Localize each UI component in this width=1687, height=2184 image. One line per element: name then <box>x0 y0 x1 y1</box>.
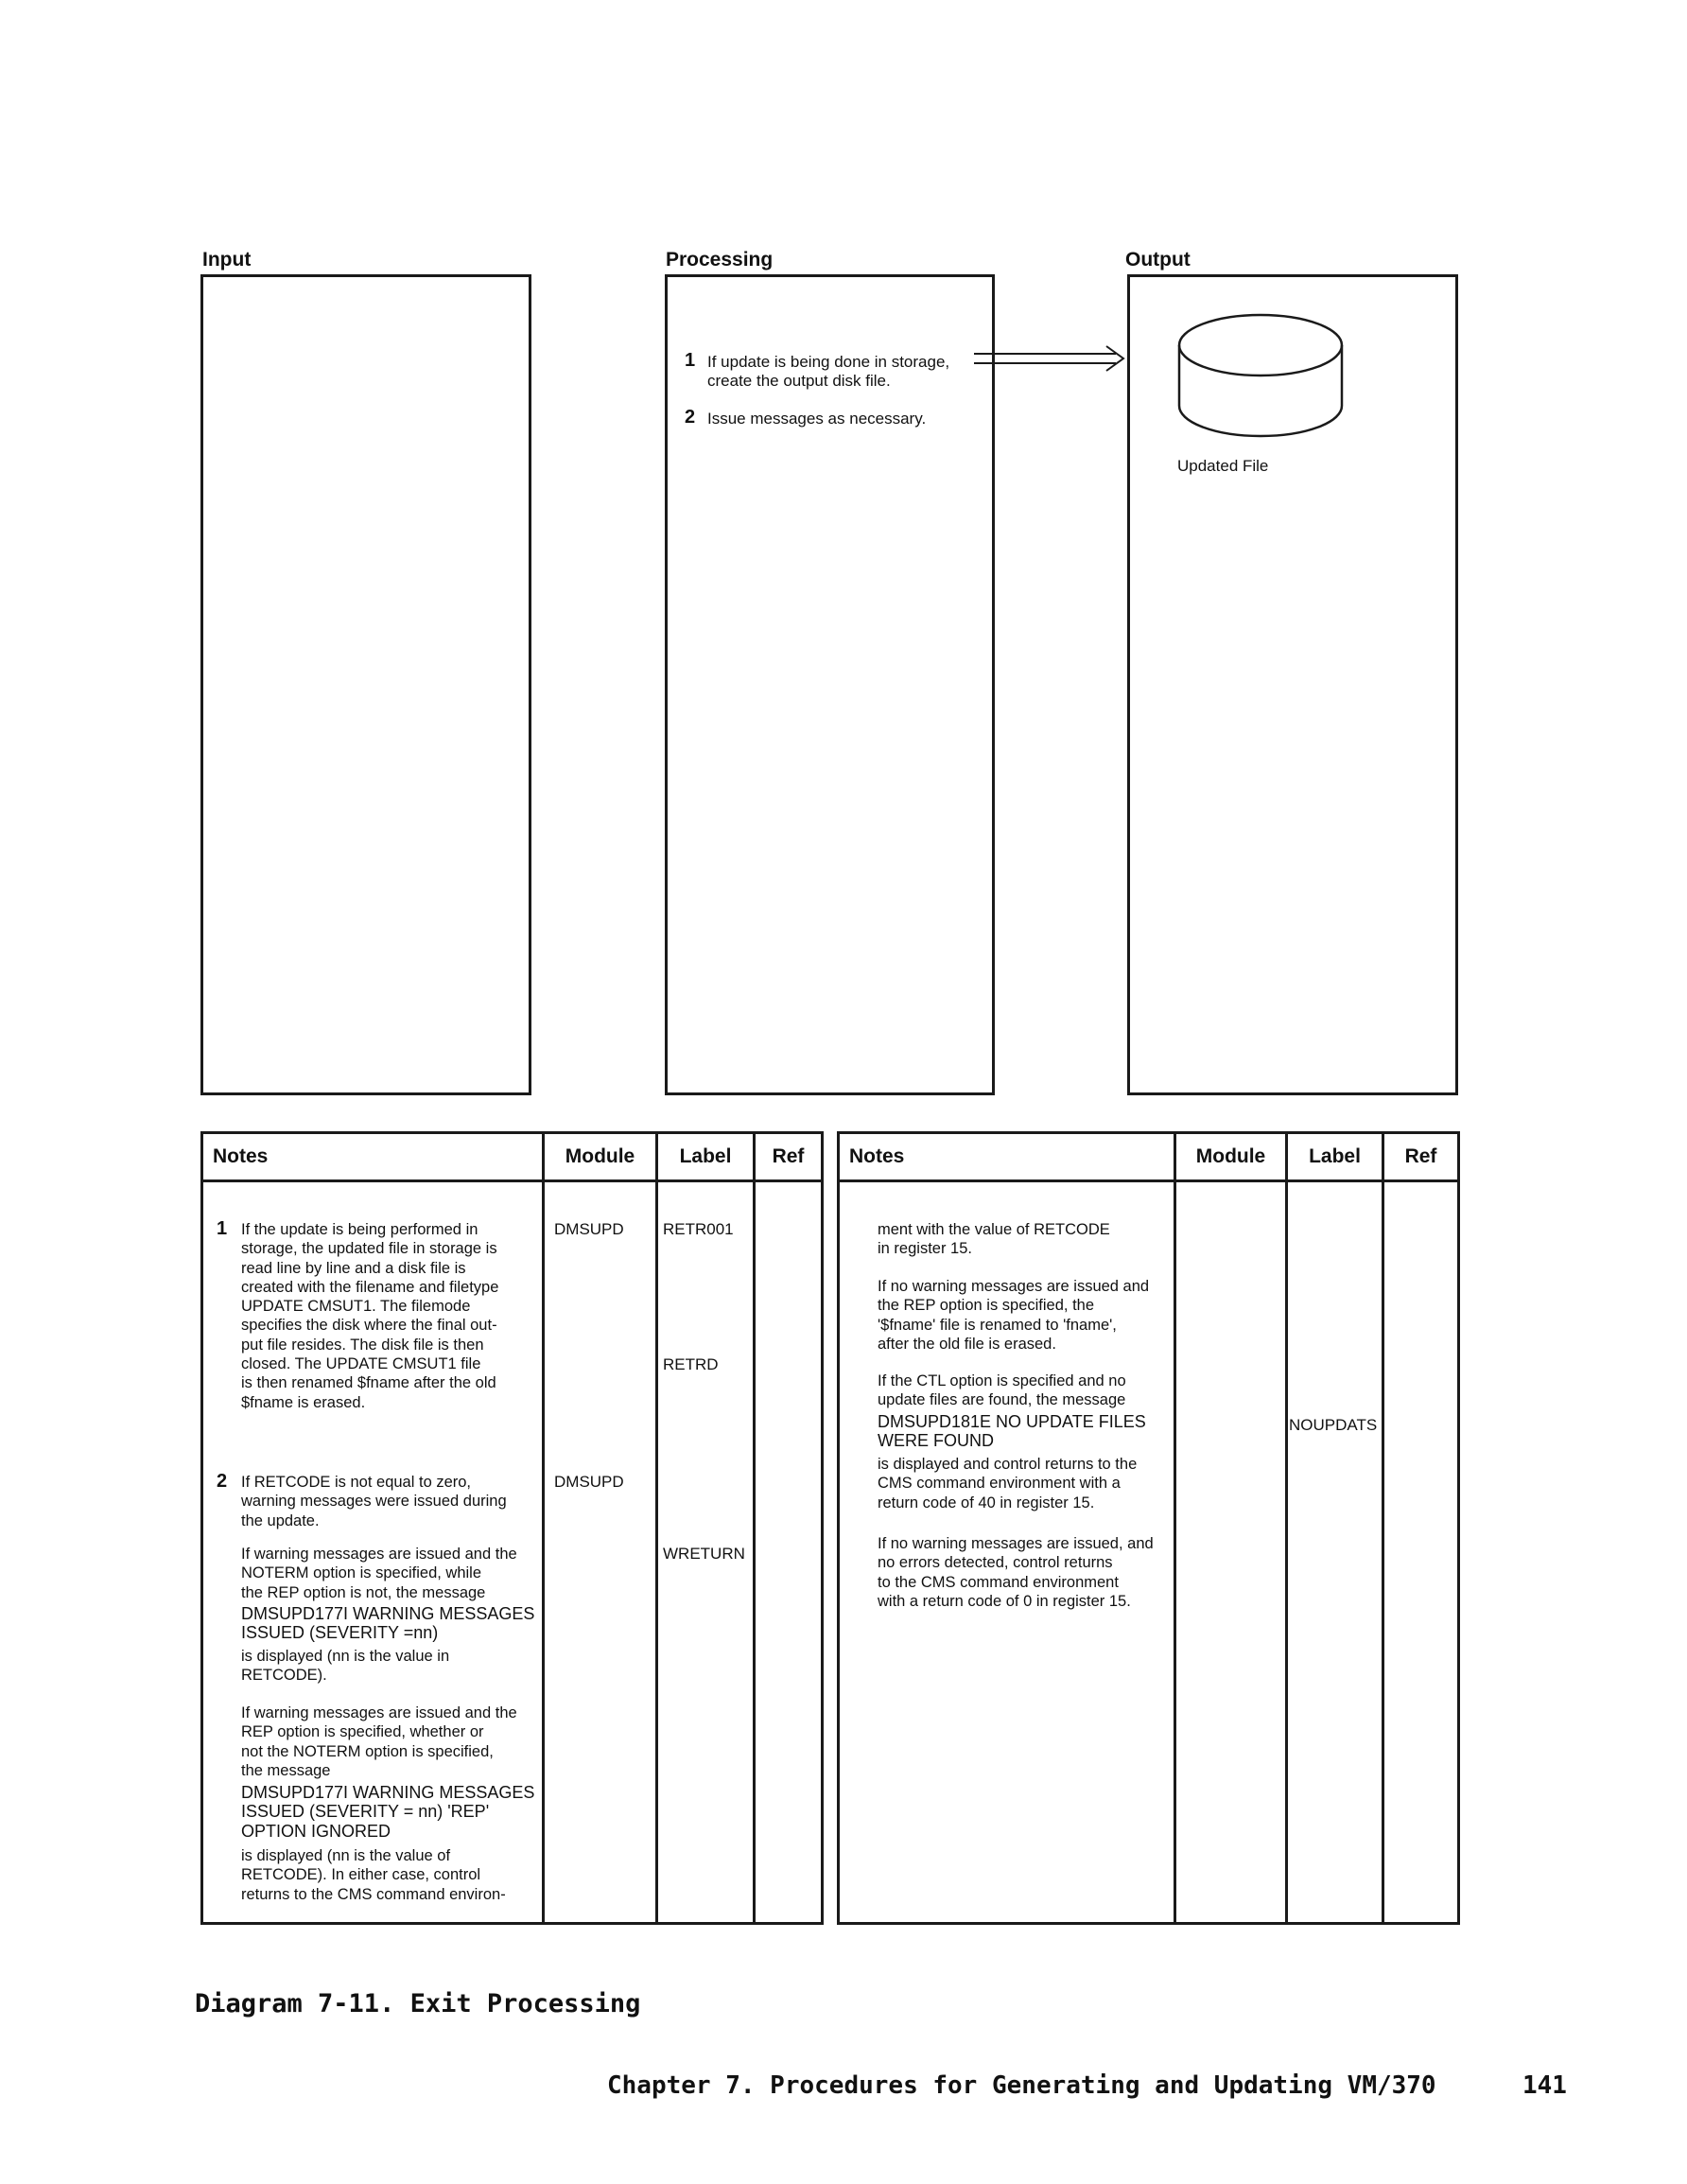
note-2-text: If RETCODE is not equal to zero, warning messages were issued during the update. <box>241 1474 507 1529</box>
message-177i-rep: DMSUPD177I WARNING MESSAGES ISSUED (SEVERITY = nn) 'REP' OPTION IGNORED <box>241 1783 535 1841</box>
output-panel <box>1127 274 1458 1095</box>
step-text: If update is being done in storage, create the output disk file. <box>707 353 950 390</box>
notes-cell <box>203 1182 542 1922</box>
processing-panel <box>665 274 995 1095</box>
note-no-rep-text: If no warning messages are issued and the REP option is specified, the '$fname' file is renamed to 'fname', after the old file is erased. <box>878 1278 1150 1353</box>
note-rep-text: If warning messages are issued and the REP option is specified, whether or not the NOTERM option is specified, the message <box>241 1704 517 1779</box>
label-name: NOUPDATS <box>1289 1416 1378 1434</box>
label-col-header: Label <box>1309 1145 1361 1167</box>
step-number: 1 <box>685 350 696 371</box>
step-number: 2 <box>685 407 696 428</box>
output-header: Output <box>1125 249 1191 271</box>
note-number: 1 <box>217 1218 228 1239</box>
module-cell <box>1176 1182 1285 1922</box>
input-header: Input <box>202 249 252 271</box>
label-col-header: Label <box>679 1145 732 1167</box>
module-name: DMSUPD <box>554 1220 624 1238</box>
processing-header: Processing <box>666 249 774 271</box>
disk-file-icon <box>1175 311 1346 444</box>
module-name: DMSUPD <box>554 1473 624 1491</box>
message-181e: DMSUPD181E NO UPDATE FILES WERE FOUND <box>878 1412 1146 1451</box>
message-177i: DMSUPD177I WARNING MESSAGES ISSUED (SEVERITY =nn) <box>241 1604 535 1643</box>
module-cell <box>545 1182 655 1922</box>
notes-cell <box>840 1182 1174 1922</box>
note-displayed-text: is displayed (nn is the value in RETCODE). <box>241 1648 450 1685</box>
module-col-header: Module <box>1195 1145 1266 1167</box>
label-name: RETR001 <box>663 1220 734 1238</box>
label-name: RETRD <box>663 1355 719 1373</box>
label-name: WRETURN <box>663 1545 745 1563</box>
notes-table-right <box>837 1131 1460 1925</box>
footer-chapter-title: Chapter 7. Procedures for Generating and Updating VM/370 <box>607 2071 1436 2100</box>
page-number: 141 <box>1522 2071 1567 2100</box>
ref-col-header: Ref <box>1404 1145 1437 1167</box>
note-ctl-text: If the CTL option is specified and no update files are found, the message <box>878 1372 1126 1409</box>
module-col-header: Module <box>565 1145 635 1167</box>
step-text: Issue messages as necessary. <box>707 410 927 428</box>
notes-table-left <box>200 1131 824 1925</box>
note-noterm-text: If warning messages are issued and the NOTERM option is specified, while the REP option is not, the message <box>241 1546 517 1601</box>
ref-cell <box>1384 1182 1457 1922</box>
output-arrow-icon <box>965 341 1135 378</box>
label-cell <box>658 1182 753 1922</box>
note-displayed-text-2: is displayed (nn is the value of RETCODE). In either case, control returns to the CMS command environ- <box>241 1847 506 1903</box>
note-1-text: If the update is being performed in storage, the updated file in storage is read line by line and a disk file is created with the filename and filetype UPDATE CMSUT1. The filemode specifies the disk where the final out- put file resides. The disk file is then closed. The UPDATE CMSUT1 file is then renamed $fname after the old $fname is erased. <box>241 1221 499 1411</box>
updated-file-label: Updated File <box>1177 457 1269 475</box>
diagram-caption: Diagram 7-11. Exit Processing <box>195 1989 641 2018</box>
notes-col-header: Notes <box>849 1145 905 1167</box>
notes-col-header: Notes <box>213 1145 269 1167</box>
input-panel <box>200 274 531 1095</box>
label-cell <box>1288 1182 1382 1922</box>
note-final-text: If no warning messages are issued, and no errors detected, control returns to the CMS command environment with a return code of 0 in register 15. <box>878 1535 1154 1610</box>
note-number: 2 <box>217 1471 228 1492</box>
note-continuation-text: ment with the value of RETCODE in register 15. <box>878 1221 1110 1258</box>
ref-col-header: Ref <box>772 1145 805 1167</box>
ref-cell <box>756 1182 821 1922</box>
note-displayed-text-3: is displayed and control returns to the CMS command environment with a return code of 40 in register 15. <box>878 1456 1138 1511</box>
